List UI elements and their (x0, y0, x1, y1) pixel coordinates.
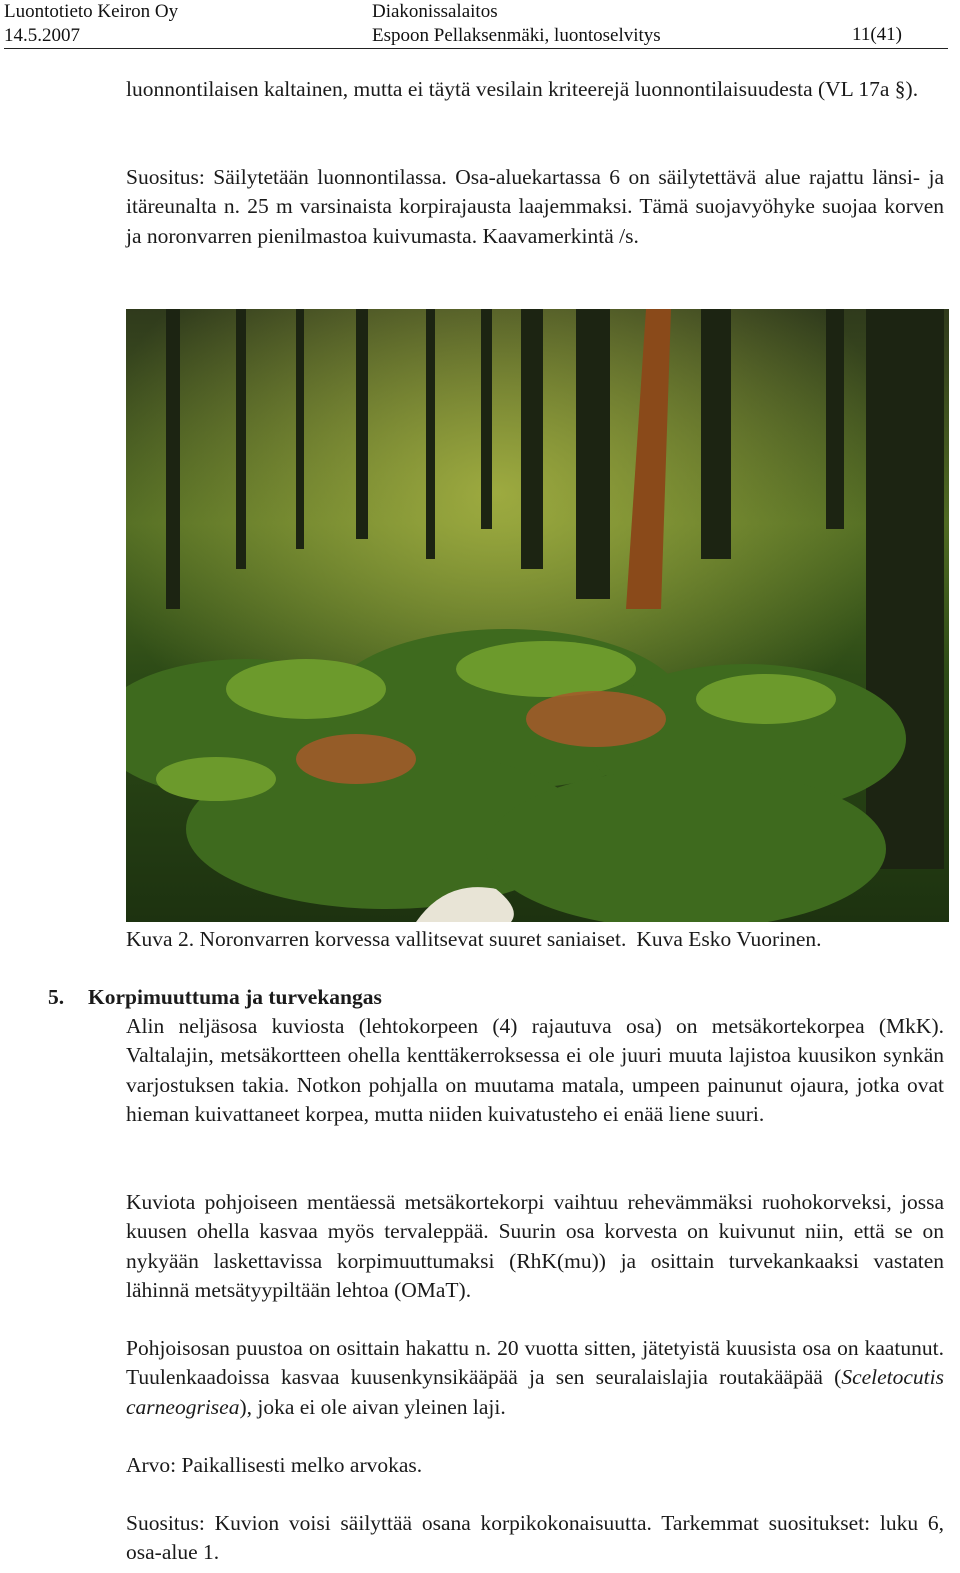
forest-fern-photo (126, 309, 949, 922)
report-title: Espoon Pellaksenmäki, luontoselvitys (372, 25, 661, 46)
intro-paragraph (126, 75, 944, 104)
client-name: Diakonissalaitos (372, 1, 498, 22)
section-recommendation-text: Suositus: Kuvion voisi säilyttää osana korpikokonaisuutta. Tarkemmat suositukset: luku 6, osa-alue 1. (126, 1511, 944, 1565)
paragraph-3-end: ), joka ei ole aivan yleinen laji. (239, 1394, 506, 1419)
section-title: Korpimuuttuma ja turvekangas (88, 985, 382, 1009)
caption-text: Kuva 2. Noronvarren korvessa vallitsevat suuret saniaiset. (126, 927, 627, 951)
company-name: Luontotieto Keiron Oy (4, 1, 179, 22)
header-left (4, 0, 178, 48)
page-number: 11(41) (852, 24, 902, 45)
value-text: Arvo: Paikallisesti melko arvokas. (126, 1453, 423, 1477)
section-text-3 (126, 1334, 944, 1422)
section-paragraph-1 (126, 1012, 944, 1130)
section-number: 5. (48, 985, 65, 1009)
report-date: 14.5.2007 (4, 25, 80, 46)
recommendation-text: Suositus: Säilytetään luonnontilassa. Osa-aluekartassa 6 on säilytettävä alue rajattu länsi- ja itäreunalta n. 25 m varsinaista korpirajausta laajemmaksi. Tämä suojavyöhyke suojaa korven ja noronvarren pienilmastoa kuivumasta. Kaavamerkintä /s. (126, 165, 944, 248)
section-recommendation (126, 1509, 944, 1568)
section-paragraph-2 (126, 1188, 944, 1306)
figure-caption (126, 925, 822, 954)
section-text-2: Kuviota pohjoiseen mentäessä metsäkortekorpi vaihtuu rehevämmäksi ruohokorveksi, jossa kuusen ohella kasvaa myös tervaleppää. Suurin osa korvesta on kuivunut niin, että se on nykyään laskettavissa korpimuuttumaksi (RhK(mu)) ja osittain turvekankaaksi vastaten lähinnä metsätyypiltään lehtoa (OMaT). (126, 1190, 944, 1303)
value-paragraph (126, 1451, 944, 1480)
intro-text: luonnontilaisen kaltainen, mutta ei täytä vesilain kriteerejä luonnontilaisuudesta (VL 17a §). (126, 77, 919, 101)
recommendation-paragraph (126, 163, 944, 251)
header-middle (372, 0, 661, 48)
species-name: Sceletocutis carneogrisea (126, 1365, 944, 1419)
paragraph-3-start: Pohjoisosan puustoa on osittain hakattu n. 20 vuotta sitten, jätetyistä kuusista osa on kaatunut. Tuulenkaadoissa kasvaa kuusenkynsikääpää ja sen seuralaislajia routakääpää ( (126, 1336, 944, 1390)
section-text-1: Alin neljäsosa kuviosta (lehtokorpeen (4) rajautuva osa) on metsäkortekorpea (MkK). Valtalajin, metsäkortteen ohella kenttäkerroksessa ei ole juuri muuta lajistoa kuusikon synkän varjostuksen takia. Notkon pohjalla on muutama matala, umpeen painunut ojaura, jotka ovat hieman kuivattaneet korpea, mutta niiden kuivatusteho ei enää liene suuri. (126, 1014, 944, 1127)
header-divider (4, 48, 948, 49)
section-heading (48, 983, 382, 1012)
section-paragraph-3 (126, 1334, 944, 1422)
photo-credit: Kuva Esko Vuorinen. (636, 927, 822, 951)
